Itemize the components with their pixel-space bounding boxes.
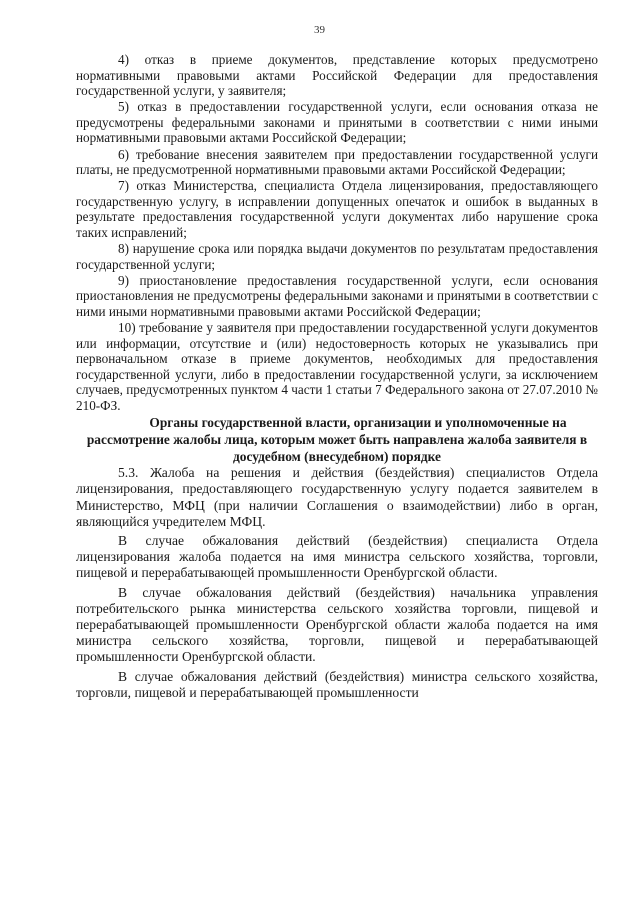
- list-item: 7) отказ Министерства, специалиста Отдела лицензирования, предоставляющего государственную услугу, в исправлении допущенных опечаток и ошибок в выданных в результате предоставления государственной услуги документах либо нарушение срока таких исправлений;: [76, 178, 598, 241]
- list-item: 4) отказ в приеме документов, представление которых предусмотрено нормативными правовыми актами Российской Федерации для предоставления государственной услуги, у заявителя;: [76, 52, 598, 99]
- violations-list: [76, 52, 598, 414]
- list-item: 8) нарушение срока или порядка выдачи документов по результатам предоставления государственной услуги;: [76, 241, 598, 272]
- complaint-section: [76, 465, 598, 701]
- list-item: 10) требование у заявителя при предоставлении государственной услуги документов или информации, отсутствие и (или) недостоверность которых не указывались при первоначальном отказе в приеме документов, необходимых для предоставления государственной услуги, либо в предоставлении государственной услуги, за исключением случаев, предусмотренных пунктом 4 части 1 статьи 7 Федерального закона от 27.07.2010 № 210-ФЗ.: [76, 320, 598, 414]
- paragraph: В случае обжалования действий (бездействия) начальника управления потребительского рынка министерства сельского хозяйства торговли, пищевой и перерабатывающей промышленности Оренбургской области жалоба подается на имя министра сельского хозяйства, торговли, пищевой и перерабатывающей промышленности Оренбургской области.: [76, 584, 598, 665]
- paragraph: В случае обжалования действий (бездействия) министра сельского хозяйства, торговли, пищевой и перерабатывающей промышленности: [76, 668, 598, 700]
- section-heading: Органы государственной власти, организации и уполномоченные на рассмотрение жалобы лица, которым может быть направлена жалоба заявителя в досудебном (внесудебном) порядке: [86, 415, 588, 465]
- paragraph: 5.3. Жалоба на решения и действия (бездействия) специалистов Отдела лицензирования, предоставляющего государственную услугу подается заявителем в Министерство, МФЦ (при наличии Соглашения о взаимодействии) либо в орган, являющийся учредителем МФЦ.: [76, 465, 598, 529]
- list-item: 5) отказ в предоставлении государственной услуги, если основания отказа не предусмотрены федеральными законами и принятыми в соответствии с ними иными нормативными правовыми актами Российской Федерации;: [76, 99, 598, 146]
- document-body: [76, 52, 598, 704]
- paragraph: В случае обжалования действий (бездействия) специалиста Отдела лицензирования жалоба подается на имя министра сельского хозяйства, торговли, пищевой и перерабатывающей промышленности Оренбургской области.: [76, 532, 598, 581]
- page-number: 39: [314, 24, 325, 36]
- list-item: 6) требование внесения заявителем при предоставлении государственной услуги платы, не предусмотренной нормативными правовыми актами Российской Федерации;: [76, 146, 598, 178]
- list-item: 9) приостановление предоставления государственной услуги, если основания приостановления не предусмотрены федеральными законами и принятыми в соответствии с ними иными нормативными правовыми актами Российской Федерации;: [76, 272, 598, 319]
